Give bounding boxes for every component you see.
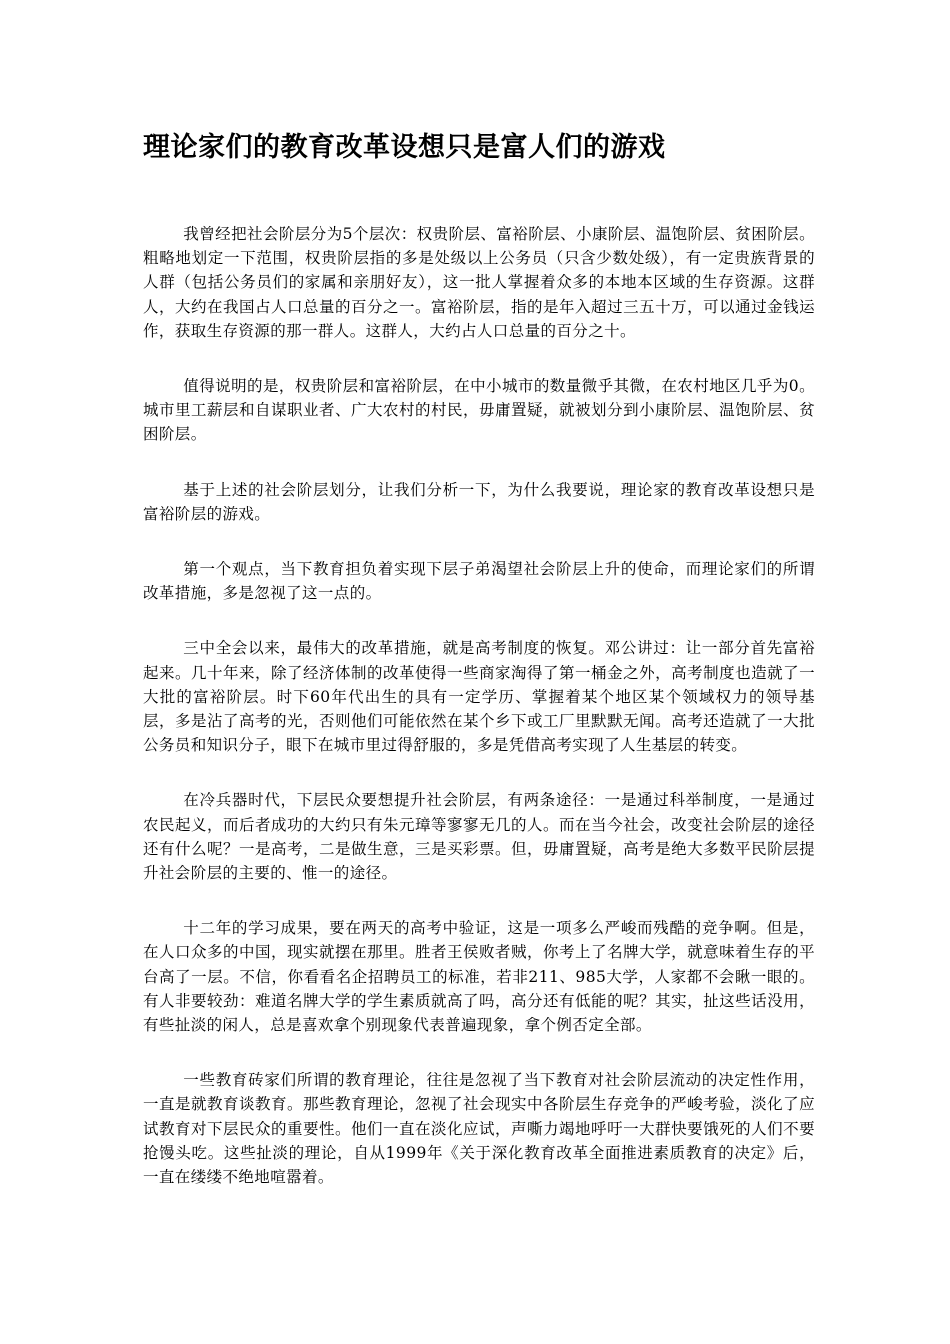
paragraph-2: 值得说明的是，权贵阶层和富裕阶层，在中小城市的数量微乎其微，在农村地区几乎为0。城市里工薪层和自谋职业者、广大农村的村民，毋庸置疑，就被划分到小康阶层、温饱阶层、贫困阶层。 bbox=[143, 377, 815, 444]
document-title: 理论家们的教育改革设想只是富人们的游戏 bbox=[143, 132, 666, 163]
paragraph-4: 第一个观点，当下教育担负着实现下层子弟渴望社会阶层上升的使命，而理论家们的所谓改革措施，多是忽视了这一点的。 bbox=[143, 560, 815, 603]
paragraph-1: 我曾经把社会阶层分为5个层次：权贵阶层、富裕阶层、小康阶层、温饱阶层、贫困阶层。粗略地划定一下范围，权贵阶层指的多是处级以上公务员（只含少数处级），有一定贵族背景的人群（包括公务员们的家属和亲朋好友），这一批人掌握着众多的本地本区域的生存资源。这群人，大约在我国占人口总量的百分之一。富裕阶层，指的是年入超过三五十万，可以通过金钱运作，获取生存资源的那一群人。这群人，大约占人口总量的百分之十。 bbox=[143, 225, 815, 340]
paragraph-7: 十二年的学习成果，要在两天的高考中验证，这是一项多么严峻而残酷的竞争啊。但是，在人口众多的中国，现实就摆在那里。胜者王侯败者贼，你考上了名牌大学，就意味着生存的平台高了一层。不信，你看看名企招聘员工的标准，若非211、985大学，人家都不会瞅一眼的。有人非要较劲：难道名牌大学的学生素质就高了吗，高分还有低能的呢？其实，扯这些话没用，有些扯淡的闲人，总是喜欢拿个别现象代表普遍现象，拿个例否定全部。 bbox=[143, 919, 815, 1035]
paragraph-6: 在冷兵器时代，下层民众要想提升社会阶层，有两条途径：一是通过科举制度，一是通过农民起义，而后者成功的大约只有朱元璋等寥寥无几的人。而在当今社会，改变社会阶层的途径还有什么呢？一是高考，二是做生意，三是买彩票。但，毋庸置疑，高考是绝大多数平民阶层提升社会阶层的主要的、惟一的途径。 bbox=[143, 791, 815, 883]
paragraph-3: 基于上述的社会阶层划分，让我们分析一下，为什么我要说，理论家的教育改革设想只是富裕阶层的游戏。 bbox=[143, 480, 815, 523]
article-body bbox=[143, 222, 815, 1220]
paragraph-8: 一些教育砖家们所谓的教育理论，往往是忽视了当下教育对社会阶层流动的决定性作用，一直是就教育谈教育。那些教育理论，忽视了社会现实中各阶层生存竞争的严峻考验，淡化了应试教育对下层民众的重要性。他们一直在淡化应试，声嘶力竭地呼吁一大群快要饿死的人们不要抢馒头吃。这些扯淡的理论，自从1999年《关于深化教育改革全面推进素质教育的决定》后，一直在缕缕不绝地喧嚣着。 bbox=[143, 1071, 815, 1187]
paragraph-5: 三中全会以来，最伟大的改革措施，就是高考制度的恢复。邓公讲过：让一部分首先富裕起来。几十年来，除了经济体制的改革使得一些商家淘得了第一桶金之外，高考制度也造就了一大批的富裕阶层。时下60年代出生的具有一定学历、掌握着某个地区某个领域权力的领导基层，多是沾了高考的光，否则他们可能依然在某个乡下或工厂里默默无闻。高考还造就了一大批公务员和知识分子，眼下在城市里过得舒服的，多是凭借高考实现了人生基层的转变。 bbox=[143, 639, 815, 755]
